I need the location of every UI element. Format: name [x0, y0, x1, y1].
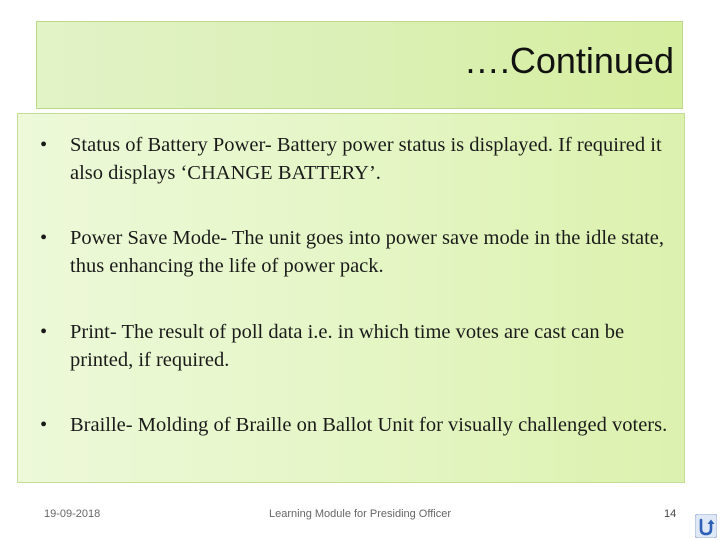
- page-number: 14: [664, 508, 677, 520]
- content-box: [17, 113, 685, 483]
- bullet-marker: •: [40, 321, 48, 343]
- bullet-item: [18, 224, 678, 280]
- bullet-marker: •: [40, 414, 48, 436]
- return-arrow-icon[interactable]: [695, 514, 717, 538]
- bullet-marker: •: [40, 227, 48, 249]
- footer-title: Learning Module for Presiding Officer: [269, 508, 452, 520]
- bullet-text: Power Save Mode- The unit goes into power save mode in the idle state, thus enhancing the life of power pack.: [70, 227, 664, 277]
- bullet-text: Status of Battery Power- Battery power status is displayed. If required it also displays ‘CHANGE BATTERY’.: [70, 134, 662, 184]
- slide-title: ….Continued: [463, 40, 674, 81]
- bullet-text: Braille- Molding of Braille on Ballot Unit for visually challenged voters.: [70, 414, 668, 436]
- bullet-item: [18, 131, 678, 187]
- bullet-item: [18, 411, 678, 439]
- footer-date: 19-09-2018: [44, 508, 101, 520]
- bullet-item: [18, 318, 678, 374]
- bullet-text: Print- The result of poll data i.e. in which time votes are cast can be printed, if required.: [70, 321, 625, 371]
- title-box: [36, 21, 683, 109]
- bullet-marker: •: [40, 134, 48, 156]
